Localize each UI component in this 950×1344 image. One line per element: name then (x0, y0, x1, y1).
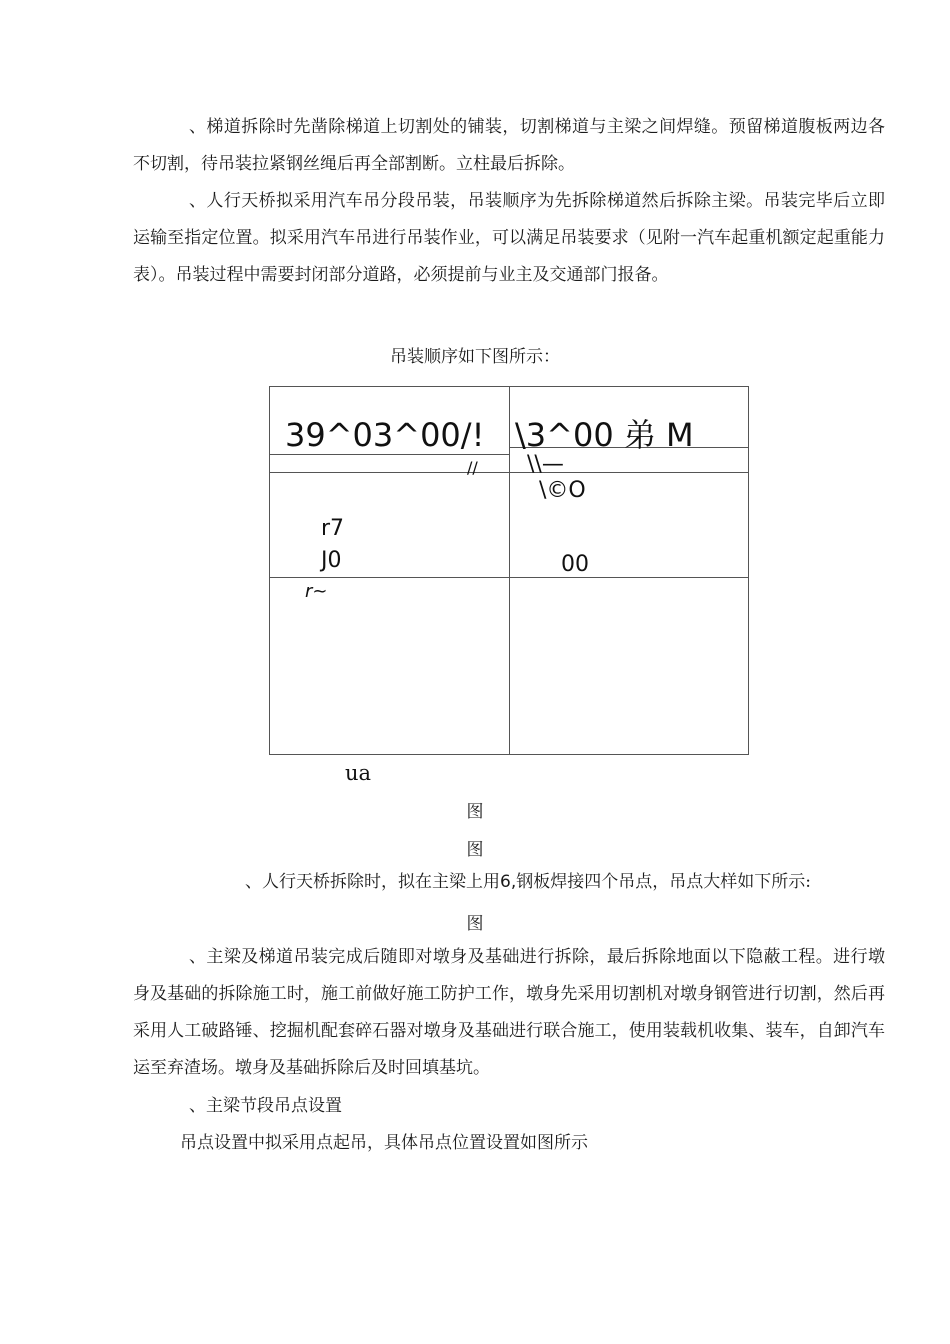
figure-mark-right-2: \\— (527, 452, 564, 477)
figure-divider-vertical (509, 386, 510, 755)
paragraph-lifting-point-layout: 吊点设置中拟采用点起吊，具体吊点位置设置如图所示 (180, 1133, 588, 1153)
figure-label-top-left: 39^03^00/! (285, 416, 485, 454)
figure-mark-j0: J0 (321, 548, 342, 573)
heading-lifting-point-setting: 、主梁节段吊点设置 (189, 1096, 342, 1116)
figure-caption-3: 图 (466, 914, 484, 934)
figure-mark-r: r~ (305, 581, 328, 602)
figure-divider-3 (269, 577, 749, 578)
figure-mark-slash: // (467, 458, 478, 477)
paragraph-pier-removal: 、主梁及梯道吊装完成后随即对墩身及基础进行拆除，最后拆除地面以下隐蔽工程。进行墩身及基础的拆除施工时，施工前做好施工防护工作，墩身先采用切割机对墩身钢管进行切割，然后再采用人工破路锤、挖掘机配套碎石器对墩身及基础进行联合施工，使用装载机收集、装车，自卸汽车运至弃渣场。墩身及基础拆除后及时回填基坑。 (133, 947, 885, 1078)
figure-caption-2: 图 (466, 840, 484, 860)
figure-divider-left-1 (269, 454, 509, 455)
figure-caption-1: 图 (466, 802, 484, 822)
paragraph-stair-removal: 、梯道拆除时先凿除梯道上切割处的铺装，切割梯道与主梁之间焊缝。预留梯道腹板两边各不切割，待吊装拉紧钢丝绳后再全部割断。立柱最后拆除。 (133, 117, 885, 174)
figure-mark-r7: r7 (321, 516, 345, 541)
figure-divider-2 (269, 472, 749, 473)
figure-mark-ua: ua (345, 761, 372, 785)
lifting-points-number: 6, (500, 872, 517, 892)
figure-mark-00: 00 (561, 552, 589, 577)
figure-label-top-right: \3^00 弟 M (515, 416, 694, 454)
lifting-points-suffix: 钢板焊接四个吊点，吊点大样如下所示: (516, 872, 811, 892)
figure-mark-right-3: \©O (539, 478, 586, 503)
lifting-points-prefix: 、人行天桥拆除时，拟在主梁上用 (245, 872, 500, 892)
paragraph-lifting-plan: 、人行天桥拟采用汽车吊分段吊装，吊装顺序为先拆除梯道然后拆除主梁。吊装完毕后立即运输至指定位置。拟采用汽车吊进行吊装作业，可以满足吊装要求（见附一汽车起重机额定起重能力表）。吊装过程中需要封闭部分道路，必须提前与业主及交通部门报备。 (133, 191, 885, 285)
lifting-sequence-figure (269, 386, 749, 755)
figure-intro-caption: 吊装顺序如下图所示： (390, 347, 560, 367)
paragraph-lifting-points (245, 864, 895, 901)
